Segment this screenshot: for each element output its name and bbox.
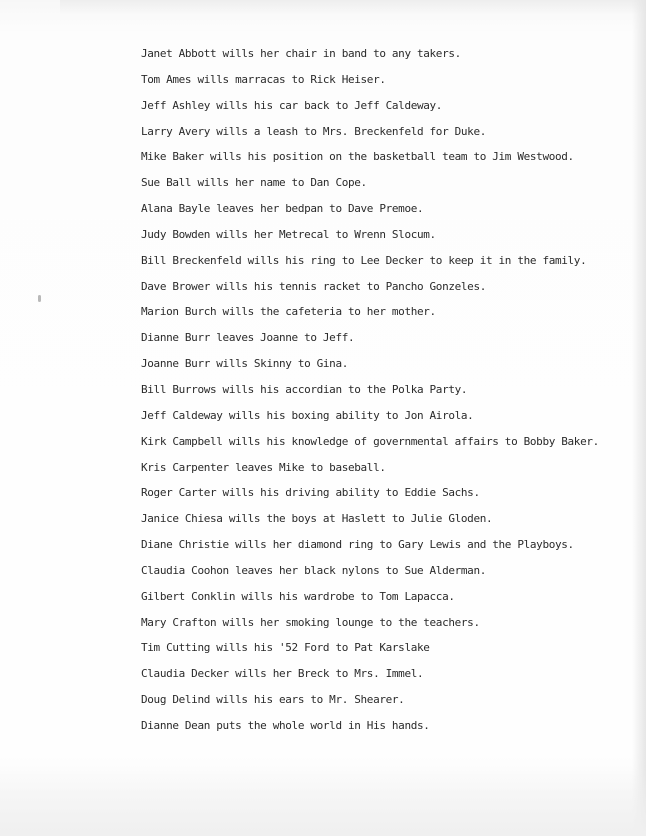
will-entry: Larry Avery wills a leash to Mrs. Breckenfeld for Duke. [141,124,486,138]
will-entry: Sue Ball wills her name to Dan Cope. [141,176,367,190]
will-entry: Alana Bayle leaves her bedpan to Dave Premoe. [141,202,424,216]
scan-shadow-top [60,0,646,14]
will-entry: Diane Christie wills her diamond ring to Gary Lewis and the Playboys. [141,538,574,552]
will-entry: Roger Carter wills his driving ability to Eddie Sachs. [141,486,480,500]
will-entry: Tim Cutting wills his '52 Ford to Pat Karslake [141,641,430,655]
will-entry: Kris Carpenter leaves Mike to baseball. [141,460,386,474]
will-entry: Mike Baker wills his position on the basketball team to Jim Westwood. [141,150,574,164]
will-entry: Kirk Campbell wills his knowledge of governmental affairs to Bobby Baker. [141,434,599,448]
will-entry: Jeff Ashley wills his car back to Jeff Caldeway. [141,98,443,112]
paper-speck [38,295,41,302]
will-entry: Dianne Dean puts the whole world in His hands. [141,718,430,732]
will-entries-list [141,47,599,745]
will-entry: Claudia Decker wills her Breck to Mrs. Immel. [141,667,424,681]
will-entry: Bill Breckenfeld wills his ring to Lee Decker to keep it in the family. [141,253,587,267]
will-entry: Jeff Caldeway wills his boxing ability to Jon Airola. [141,408,474,422]
will-entry: Judy Bowden wills her Metrecal to Wrenn Slocum. [141,227,436,241]
will-entry: Tom Ames wills marracas to Rick Heiser. [141,72,386,86]
will-entry: Janet Abbott wills her chair in band to any takers. [141,47,461,60]
will-entry: Bill Burrows wills his accordian to the Polka Party. [141,382,468,396]
scan-shadow-bottom [0,766,646,836]
will-entry: Gilbert Conklin wills his wardrobe to Tom Lapacca. [141,589,455,603]
will-entry: Doug Delind wills his ears to Mr. Shearer. [141,693,405,707]
will-entry: Dianne Burr leaves Joanne to Jeff. [141,331,355,345]
will-entry: Claudia Coohon leaves her black nylons to Sue Alderman. [141,563,486,577]
will-entry: Marion Burch wills the cafeteria to her mother. [141,305,436,319]
scan-shadow-right [632,0,646,836]
will-entry: Dave Brower wills his tennis racket to Pancho Gonzeles. [141,279,486,293]
will-entry: Janice Chiesa wills the boys at Haslett to Julie Gloden. [141,512,493,526]
will-entry: Joanne Burr wills Skinny to Gina. [141,357,348,371]
will-entry: Mary Crafton wills her smoking lounge to the teachers. [141,615,480,629]
